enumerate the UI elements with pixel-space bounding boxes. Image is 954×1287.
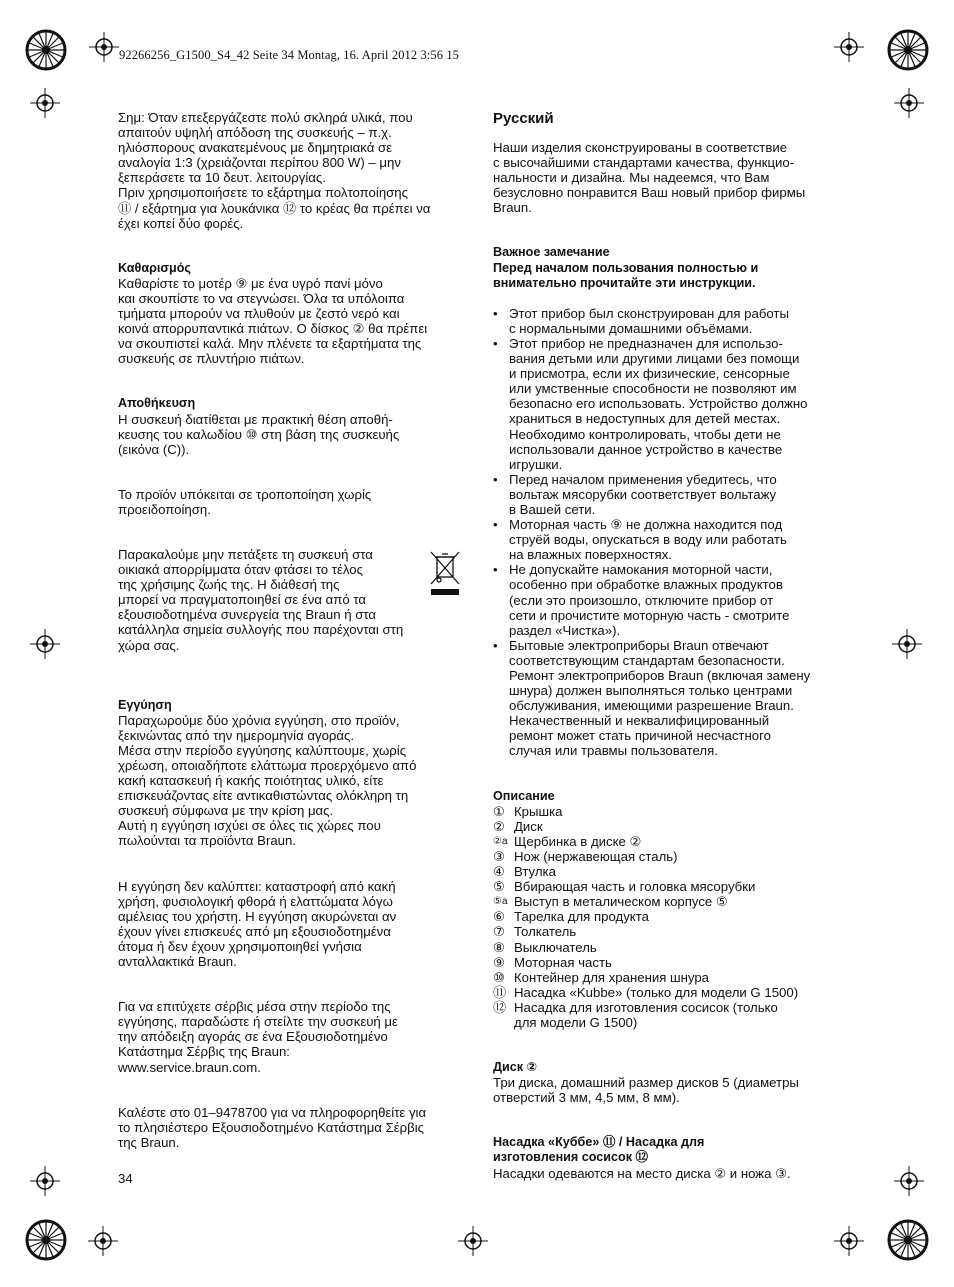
note-paragraph: Σημ: Όταν επεξεργάζεστε πολύ σκληρά υλικά, που απαιτούν υψηλή απόδοση της συσκευής – π.χ. ηλιόσπορους ανακατεμένους με δημητριακά σε αναλογία 1:3 (χρειάζονται περίπου 800 W) – μην ξεπεράσετε τα 10 δευτ. λειτουργίας. Πριν χρησιμοποιήσετε το εξάρτημα πολτοποίησης ⑪ / εξάρτημα για λουκάνικα ⑫ το κρέας θα πρέπει να έχει κοπεί δύο φορές. xyxy=(118,110,431,231)
list-item: ⑩ Контейнер для хранения шнура xyxy=(493,969,710,985)
crosshair-top-right-icon xyxy=(834,32,864,62)
print-header: 92266256_G1500_S4_42 Seite 34 Montag, 16. April 2012 3:56 15 xyxy=(119,48,460,62)
important-line-1: Перед началом пользования полностью и xyxy=(493,260,759,275)
right-column-russian xyxy=(493,110,838,1181)
crosshair-lower-right-icon xyxy=(894,1166,924,1196)
attachment-heading-line-1: Насадка «Куббе» ⑪ / Насадка для xyxy=(493,1135,705,1150)
list-item: ⑥ Тарелка для продукта xyxy=(493,909,649,925)
crosshair-upper-right-icon xyxy=(894,88,924,118)
warranty-heading: Εγγύηση xyxy=(118,697,172,712)
cleaning-paragraph: Καθαρίστε το μοτέρ ⑨ με ένα υγρό πανί μόνο και σκουπίστε το να στεγνώσει. Όλα τα υπόλοιπα τμήματα μπορούν να πλυθούν με ζεστό νερό και κοινά απορρυπαντικά πιάτων. Ο δίσκος ② θα πρέπει να σκουπιστεί καλά. Μην πλένετε τα εξαρτήματα της συσκευής σε πλυντήριο πιάτων. xyxy=(118,275,428,367)
registration-mark-top-left-starburst-icon xyxy=(24,28,68,72)
crosshair-middle-right-icon xyxy=(892,629,922,659)
storage-paragraph: Η συσκευή διατίθεται με πρακτική θέση αποθή- κευσης του καλωδίου ⑩ στη βάση της συσκευής (εικόνα (C)). xyxy=(118,411,400,457)
crosshair-middle-left-icon xyxy=(30,629,60,659)
list-item: • Этот прибор не предназначен для использо- вания детьми или другими лицами без помощи и присмотра, если их физические, сенсорные или умственные способности не позволяют им безопасно его использовать. Устройство должно храниться в недоступных для детей местах. Необходимо контролировать, чтобы дети не использовали данное устройство в качестве игрушки. xyxy=(493,336,838,472)
warranty-paragraph-3: Για να επιτύχετε σέρβις μέσα στην περίοδο της εγγύησης, παραδώστε ή στείλτε την συσκευή με την απόδειξη αγοράς σε ένα Εξουσιοδοτημένο Κατάστημα Σέρβις της Braun: www.service.braun.com. xyxy=(118,999,398,1075)
crosshair-bottom-center-icon xyxy=(458,1226,488,1256)
list-item: ① Крышка xyxy=(493,803,563,819)
registration-mark-bottom-right-starburst-icon xyxy=(886,1218,930,1262)
list-item: ⑨ Моторная часть xyxy=(493,954,612,970)
list-item: • Бытовые электроприборы Braun отвечают соответствующим стандартам безопасности. Ремонт электроприборов Braun (включая замену шнура) должен выполняться только центрами обслуживания, имеющими разрешение Braun. Некачественный и неквалифицированный ремонт может стать причиной несчастного случая или травмы пользователя. xyxy=(493,638,838,759)
disk-heading: Диск ② xyxy=(493,1060,538,1075)
storage-heading: Αποθήκευση xyxy=(118,396,196,411)
crosshair-top-left-icon xyxy=(89,32,119,62)
list-item: ⑪ Насадка «Kubbe» (только для модели G 1500) xyxy=(493,984,799,1000)
list-item: ② Диск xyxy=(493,818,543,834)
left-column-greek xyxy=(118,110,462,1150)
disk-paragraph: Три диска, домашний размер дисков 5 (диаметры отверстий 3 мм, 4,5 мм, 8 мм). xyxy=(493,1075,799,1106)
list-item: • Этот прибор был сконструирован для работы с нормальными домашними объёмами. xyxy=(493,306,838,336)
important-heading: Важное замечание xyxy=(493,245,610,260)
attachment-heading-line-2: изготовления сосисок ⑫ xyxy=(493,1150,649,1165)
list-item: ⑤ Вбирающая часть и головка мясорубки xyxy=(493,879,756,895)
crosshair-lower-left-icon xyxy=(30,1166,60,1196)
cleaning-heading: Καθαρισμός xyxy=(118,260,191,275)
attachment-paragraph: Насадки одеваются на место диска ② и ножа ③. xyxy=(493,1165,791,1181)
list-item: • Не допускайте намокания моторной части, особенно при обработке влажных продуктов (если это произошло, отключите прибор от сети и прочистите моторную часть - смотрите раздел «Чистка»). xyxy=(493,562,838,637)
language-title: Русский xyxy=(493,110,554,127)
safety-list xyxy=(493,306,838,759)
registration-mark-bottom-left-starburst-icon xyxy=(24,1218,68,1262)
list-item: ④ Втулка xyxy=(493,864,556,880)
list-item: ⑦ Толкатель xyxy=(493,924,577,940)
registration-mark-top-right-starburst-icon xyxy=(886,28,930,72)
service-url[interactable]: www.service.braun.com. xyxy=(118,1059,261,1075)
list-item: • Перед началом применения убедитесь, что вольтаж мясорубки соответствует вольтажу в Вашей сети. xyxy=(493,472,838,517)
warranty-paragraph-2: Η εγγύηση δεν καλύπτει: καταστροφή από κακή χρήση, φυσιολογική φθορά ή ελαττώματα λόγω αμέλειας του χρήστη. Η εγγύηση ακυρώνεται αν έχουν γίνει επισκευές από μη εξουσιοδοτημένα άτομα ή δεν έχουν χρησιμοποιηθεί γνήσια ανταλλακτικά Braun. xyxy=(118,878,397,970)
recycling-block xyxy=(118,547,462,653)
description-heading: Описание xyxy=(493,788,555,803)
crosshair-bottom-right-icon xyxy=(834,1226,864,1256)
crosshair-bottom-left-icon xyxy=(88,1226,118,1256)
crosshair-upper-left-icon xyxy=(30,88,60,118)
list-item: ②a Щербинка в диске ② xyxy=(493,833,642,849)
warranty-paragraph-4: Καλέστε στο 01–9478700 για να πληροφορηθείτε για το πλησιέστερο Εξουσιοδοτημένο Κατάστημα Σέρβις της Braun. xyxy=(118,1104,427,1150)
crossed-out-wheelie-bin-icon xyxy=(428,549,462,599)
list-item: ⑤a Выступ в металическом корпусе ⑤ xyxy=(493,894,728,910)
recycling-paragraph: Παρακαλούμε μην πετάξετε τη συσκευή στα οικιακά απορρίμματα όταν φτάσει το τέλος της χρήσιμης ζωής της. Η διάθεσή της μπορεί να πραγματοποιηθεί σε ένα από τα εξουσιοδοτημένα συνεργεία της Braun ή στα κατάλληλα σημεία συλλογής που παρέχονται στη χώρα σας. xyxy=(118,546,404,653)
list-item: • Моторная часть ⑨ не должна находится под струёй воды, опускаться в воду или работать на влажных поверхностях. xyxy=(493,517,838,562)
list-item: ⑧ Выключатель xyxy=(493,939,597,955)
important-line-2: внимательно прочитайте эти инструкции. xyxy=(493,275,756,290)
page-number: 34 xyxy=(118,1171,133,1186)
warranty-paragraph-1: Παραχωρούμε δύο χρόνια εγγύηση, στο προϊόν, ξεκινώντας από την ημερομηνία αγοράς. Μέσα στην περίοδο εγγύησης καλύπτουμε, χωρίς χρέωση, οποιαδήποτε ελάττωμα προερχόμενο από κακή κατασκευή ή κακής ποιότητας υλικό, είτε επισκευάζοντας είτε αντικαθιστώντας ολόκληρη τη συσκευή σύμφωνα με την κρίση μας. Αυτή η εγγύηση ισχύει σε όλες τις χώρες που πωλούνται τα προϊόντα Braun. xyxy=(118,712,417,849)
list-item: ⑫ Насадка для изготовления сосисок (только для модели G 1500) xyxy=(493,999,778,1030)
parts-list xyxy=(493,804,838,1030)
change-notice-paragraph: Το προϊόν υπόκειται σε τροποποίηση χωρίς προειδοποίηση. xyxy=(118,486,372,517)
intro-paragraph: Наши изделия сконструированы в соответствие с высочайшими стандартами качества, функцио- нальности и дизайна. Мы надеемся, что Вам безусловно понравится Ваш новый прибор фирмы Braun. xyxy=(493,140,806,216)
list-item: ③ Нож (нержавеющая сталь) xyxy=(493,848,678,864)
